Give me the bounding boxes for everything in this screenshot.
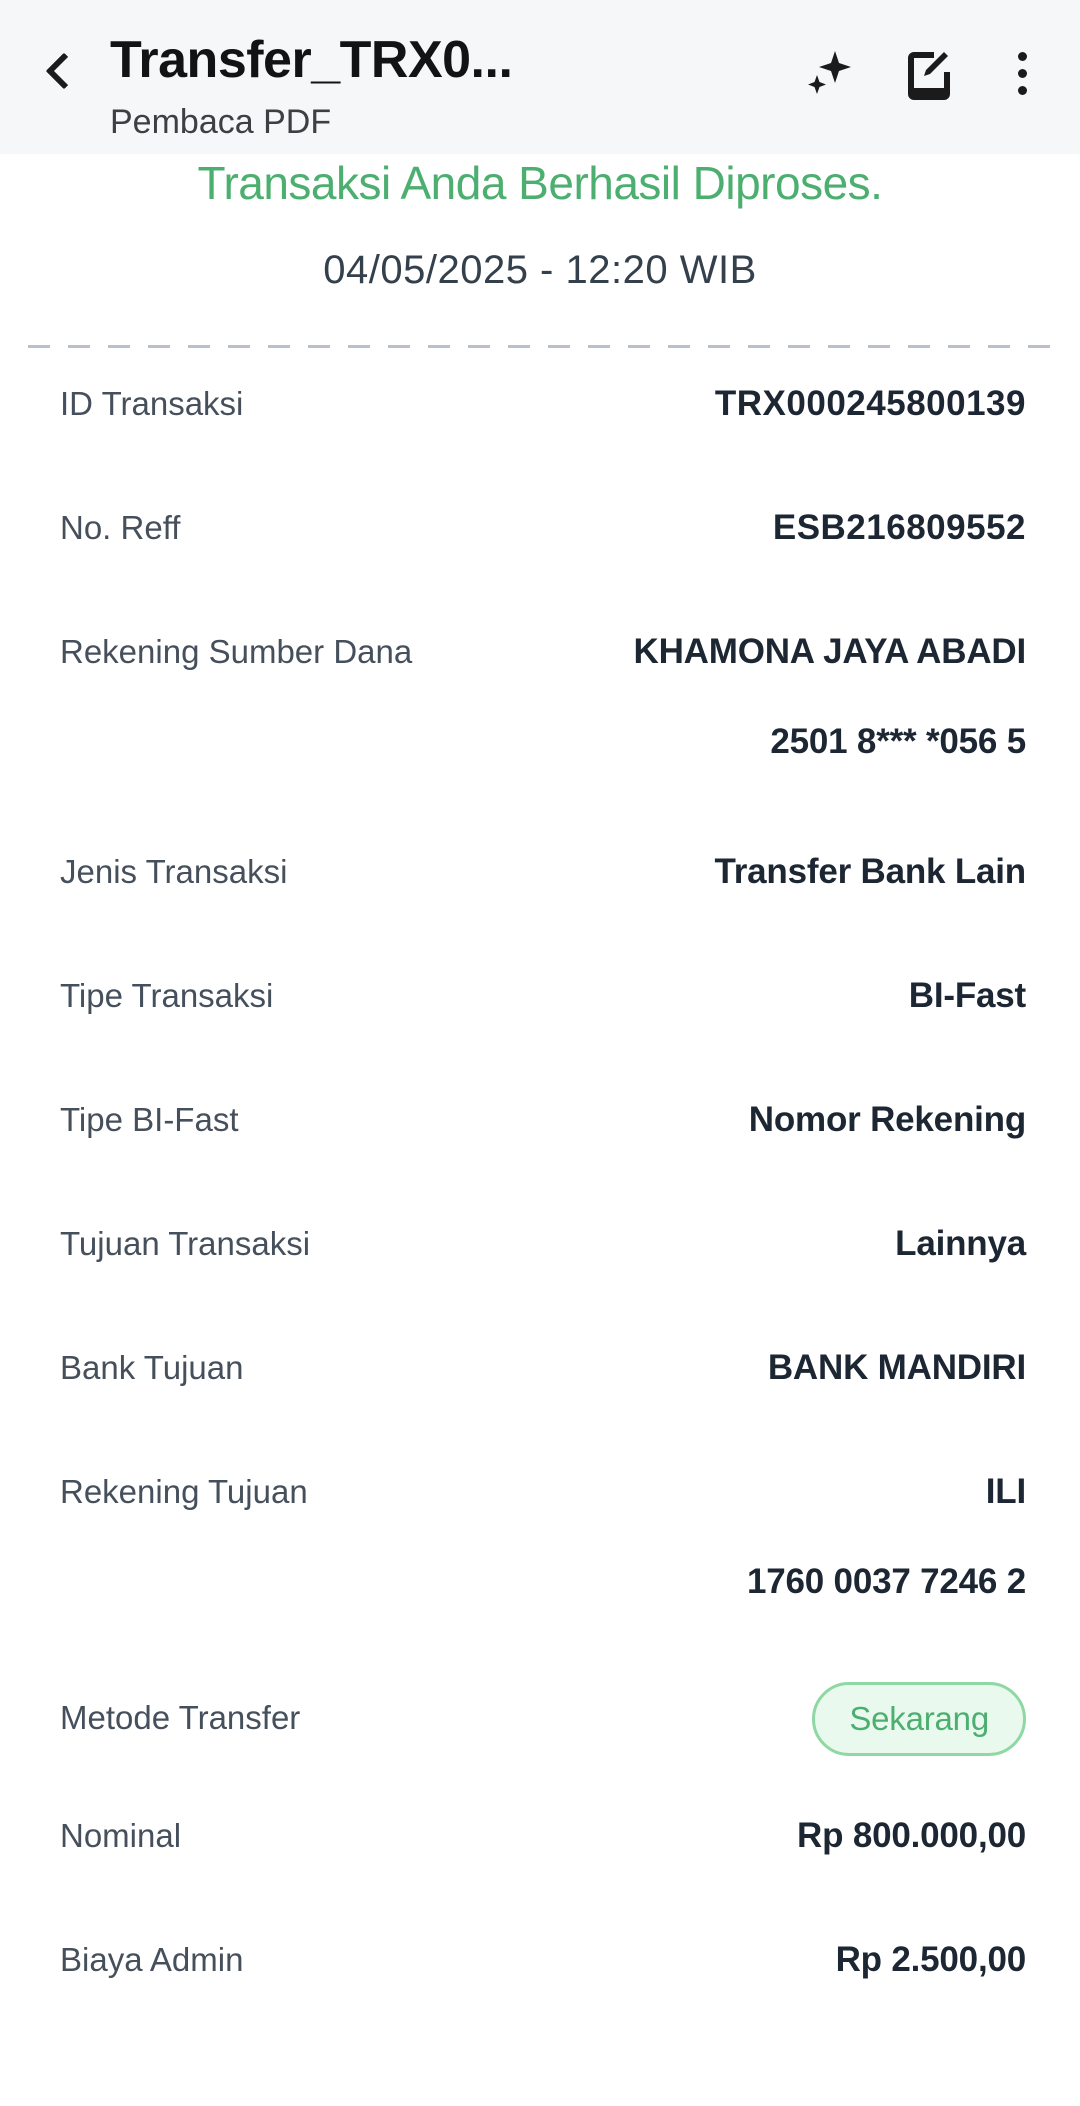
row-value: Transfer Bank Lain [714, 852, 1026, 891]
transaction-detail-list [0, 348, 1080, 2028]
row-value: Nomor Rekening [748, 1100, 1026, 1139]
row-value: Lainnya [895, 1224, 1026, 1263]
row-label: Metode Transfer [60, 1699, 301, 1736]
row-label: Rekening Tujuan [60, 1473, 308, 1510]
row-label: Jenis Transaksi [60, 853, 288, 890]
row-value: BI-Fast [908, 976, 1026, 1015]
more-vertical-icon[interactable] [1000, 44, 1044, 102]
row-value [747, 1470, 1050, 1604]
title-block [100, 26, 802, 148]
row-value: ESB216809552 [772, 508, 1026, 547]
table-row [30, 816, 1050, 940]
row-value: TRX000245800139 [714, 384, 1026, 423]
status-badge: Sekarang [812, 1682, 1026, 1756]
table-row [30, 940, 1050, 1064]
more-dot [1018, 52, 1027, 61]
row-value-secondary: 1760 0037 7246 2 [746, 1562, 1026, 1601]
row-value-primary: ILI [985, 1472, 1026, 1511]
row-label: Bank Tujuan [60, 1349, 244, 1386]
table-row [30, 596, 1050, 816]
table-row [30, 1064, 1050, 1188]
table-row [30, 1656, 1050, 1780]
table-row [30, 472, 1050, 596]
row-label: Tipe BI-Fast [60, 1101, 239, 1138]
row-value-primary: KHAMONA JAYA ABADI [633, 632, 1026, 671]
table-row [30, 1904, 1050, 2028]
row-label: Tipe Transaksi [60, 977, 274, 1014]
page-title: Transfer_TRX0... [110, 31, 513, 89]
success-message: Transaksi Anda Berhasil Diproses. [197, 157, 883, 209]
row-value [812, 1682, 1050, 1756]
edit-pencil-icon[interactable] [900, 44, 958, 102]
table-row [30, 1188, 1050, 1312]
pdf-document-content[interactable] [0, 154, 1080, 2028]
back-button[interactable] [28, 26, 100, 116]
table-row [30, 1780, 1050, 1904]
app-bar-actions [802, 26, 1052, 102]
app-subtitle: Pembaca PDF [110, 103, 332, 141]
row-label: Nominal [60, 1817, 182, 1854]
sparkle-icon[interactable] [802, 45, 858, 101]
row-value: Rp 2.500,00 [835, 1940, 1026, 1979]
table-row [30, 348, 1050, 472]
row-value [634, 630, 1050, 764]
back-chevron-icon [46, 53, 83, 90]
row-value: Rp 800.000,00 [797, 1816, 1026, 1855]
more-dot [1018, 69, 1027, 78]
row-label: No. Reff [60, 509, 181, 546]
table-row [30, 1312, 1050, 1436]
table-row [30, 1436, 1050, 1656]
document-header [0, 154, 1080, 293]
row-value-secondary: 2501 8*** *056 5 [770, 722, 1026, 761]
row-value: BANK MANDIRI [767, 1348, 1026, 1387]
more-dot [1018, 86, 1027, 95]
row-label: Rekening Sumber Dana [60, 633, 413, 670]
app-bar [0, 0, 1080, 170]
row-label: Biaya Admin [60, 1941, 244, 1978]
row-label: Tujuan Transaksi [60, 1225, 311, 1262]
row-label: ID Transaksi [60, 385, 244, 422]
transaction-timestamp: 04/05/2025 - 12:20 WIB [323, 248, 757, 292]
